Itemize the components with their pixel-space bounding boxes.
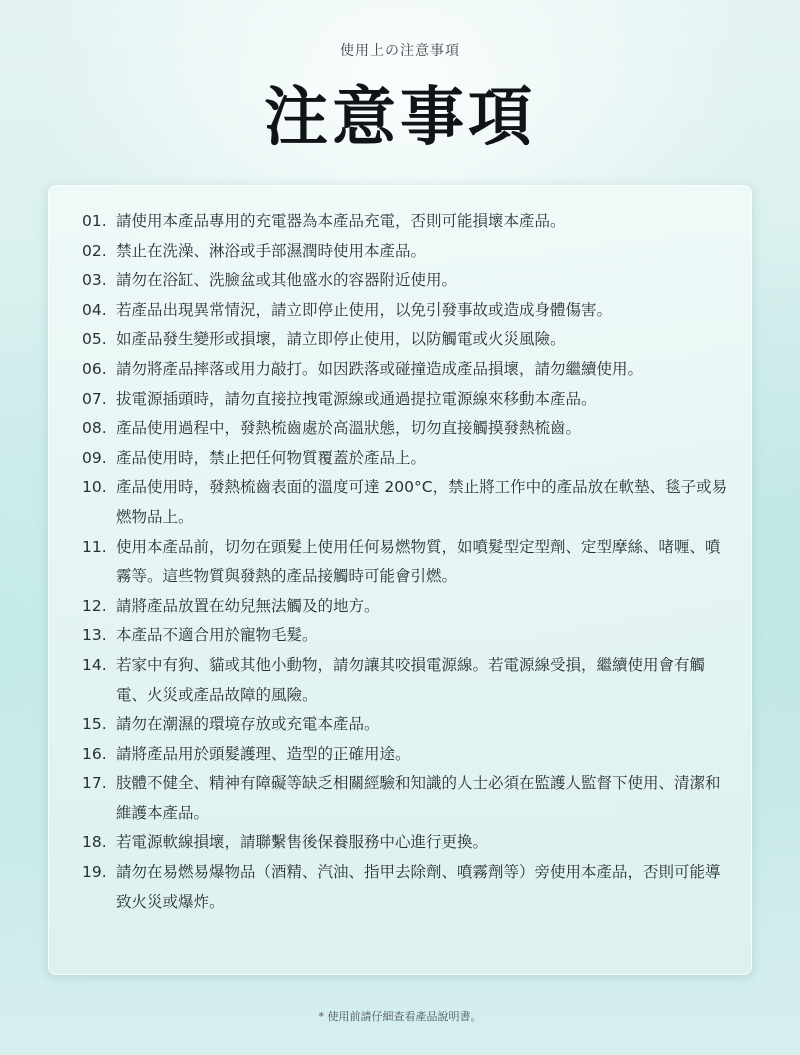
notice-text: 肢體不健全、精神有障礙等缺乏相關經驗和知識的人士必須在監護人監督下使用、清潔和維護本產品。: [116, 774, 721, 822]
notice-number: 08.: [82, 419, 107, 438]
notice-list: [82, 207, 732, 917]
notice-number: 16.: [82, 744, 107, 763]
notice-item: [82, 651, 732, 710]
notice-item: [82, 207, 732, 237]
notice-text: 如產品發生變形或損壞，請立即停止使用，以防觸電或火災風險。: [116, 330, 566, 349]
notice-text: 產品使用時，禁止把任何物質覆蓋於產品上。: [116, 448, 427, 467]
notice-item: [82, 740, 732, 770]
notice-number: 18.: [82, 833, 107, 852]
notice-number: 14.: [82, 655, 107, 674]
notice-card: [48, 185, 752, 975]
notice-item: [82, 621, 732, 651]
notice-item: [82, 473, 732, 532]
notice-item: [82, 296, 732, 326]
notice-number: 12.: [82, 596, 107, 615]
notice-number: 15.: [82, 715, 107, 734]
notice-item: [82, 266, 732, 296]
notice-text: 請勿在潮濕的環境存放或充電本產品。: [116, 715, 380, 734]
notice-text: 若電源軟線損壞，請聯繫售後保養服務中心進行更換。: [116, 833, 489, 852]
notice-text: 請勿在易燃易爆物品（酒精、汽油、指甲去除劑、噴霧劑等）旁使用本產品，否則可能導致火災或爆炸。: [116, 863, 721, 911]
notice-item: [82, 858, 732, 917]
notice-number: 19.: [82, 863, 107, 882]
notice-number: 10.: [82, 478, 107, 497]
notice-text: 使用本產品前，切勿在頭髮上使用任何易燃物質，如噴髮型定型劑、定型摩絲、啫喱、噴霧等。這些物質與發熱的產品接觸時可能會引燃。: [116, 537, 721, 586]
notice-text: 若家中有狗、貓或其他小動物，請勿讓其咬損電源線。若電源線受損，繼續使用會有觸電、火災或產品故障的風險。: [116, 655, 706, 704]
notice-item: [82, 533, 732, 592]
footnote: * 使用前請仔細查看產品說明書。: [318, 1010, 482, 1023]
notice-item: [82, 592, 732, 622]
notice-number: 01.: [82, 212, 107, 230]
notice-item: [82, 769, 732, 828]
notice-text: 請勿將產品摔落或用力敲打。如因跌落或碰撞造成產品損壞，請勿繼續使用。: [116, 359, 644, 378]
notice-text: 產品使用過程中，發熱梳齒處於高溫狀態，切勿直接觸摸發熱梳齒。: [116, 419, 582, 438]
notice-number: 07.: [82, 389, 107, 408]
notice-number: 06.: [82, 359, 107, 378]
notice-text: 請使用本產品專用的充電器為本產品充電，否則可能損壞本產品。: [116, 212, 566, 230]
notice-item: [82, 828, 732, 858]
notice-text: 請勿在浴缸、洗臉盆或其他盛水的容器附近使用。: [116, 271, 458, 290]
notice-item: [82, 385, 732, 415]
notice-item: [82, 237, 732, 267]
notice-text: 請將產品用於頭髮護理、造型的正確用途。: [116, 744, 411, 763]
notice-number: 11.: [82, 537, 107, 556]
notice-text: 拔電源插頭時，請勿直接拉拽電源線或通過提拉電源線來移動本產品。: [116, 389, 597, 408]
notice-item: [82, 710, 732, 740]
notice-number: 02.: [82, 241, 107, 260]
page-title: 注意事項: [264, 80, 536, 155]
notice-text: 禁止在洗澡、淋浴或手部濕潤時使用本產品。: [116, 241, 427, 260]
notice-number: 13.: [82, 626, 107, 645]
notice-item: [82, 444, 732, 474]
notice-item: [82, 414, 732, 444]
notice-number: 03.: [82, 271, 107, 290]
notice-number: 09.: [82, 448, 107, 467]
notice-text: 產品使用時，發熱梳齒表面的溫度可達 200°C，禁止將工作中的產品放在軟墊、毯子或易燃物品上。: [116, 478, 728, 526]
notice-number: 17.: [82, 774, 107, 793]
page-subtitle: 使用上の注意事項: [340, 43, 460, 59]
notice-text: 本產品不適合用於寵物毛髮。: [116, 626, 318, 645]
notice-item: [82, 355, 732, 385]
notice-item: [82, 325, 732, 355]
notice-text: 請將產品放置在幼兒無法觸及的地方。: [116, 596, 380, 615]
notice-number: 04.: [82, 300, 107, 319]
notice-text: 若產品出現異常情況，請立即停止使用，以免引發事故或造成身體傷害。: [116, 300, 613, 319]
notice-number: 05.: [82, 330, 107, 349]
